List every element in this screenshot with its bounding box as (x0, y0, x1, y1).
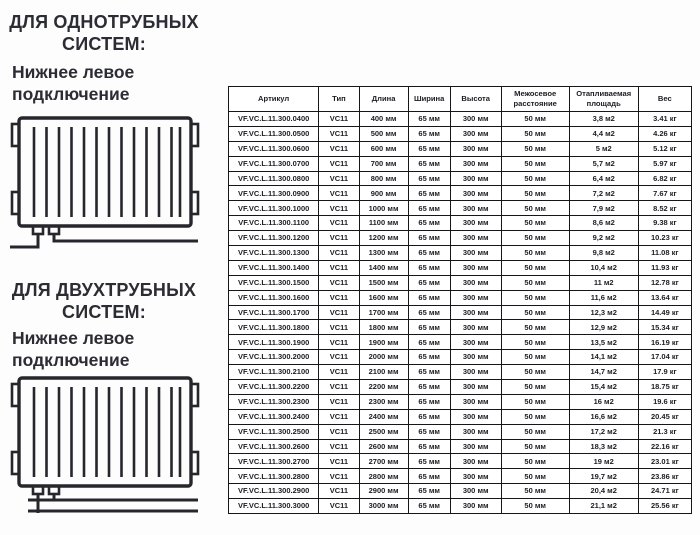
table-cell: 300 мм (450, 499, 501, 514)
table-cell: 1000 мм (359, 201, 408, 216)
table-cell: 23.01 кг (638, 454, 691, 469)
table-cell: 16.19 кг (638, 335, 691, 350)
table-cell: VF.VC.L.11.300.0800 (229, 171, 319, 186)
table-cell: VC11 (319, 126, 359, 141)
table-cell: 65 мм (408, 275, 450, 290)
table-cell: 300 мм (450, 275, 501, 290)
table-cell: VF.VC.L.11.300.2000 (229, 350, 319, 365)
table-cell: VF.VC.L.11.300.2400 (229, 409, 319, 424)
table-cell: 50 мм (501, 439, 569, 454)
table-cell: VC11 (319, 112, 359, 127)
table-cell: VC11 (319, 350, 359, 365)
table-cell: 7,9 м2 (569, 201, 638, 216)
table-cell: 24.71 кг (638, 484, 691, 499)
table-cell: 2100 мм (359, 365, 408, 380)
table-cell: VF.VC.L.11.300.0500 (229, 126, 319, 141)
table-cell: VC11 (319, 201, 359, 216)
two-pipe-connection-label: Нижнее левое подключение (12, 328, 135, 370)
table-row (229, 305, 692, 320)
table-row (229, 365, 692, 380)
table-cell: 50 мм (501, 365, 569, 380)
table-cell: 1300 мм (359, 246, 408, 261)
table-cell: 300 мм (450, 335, 501, 350)
table-cell: 50 мм (501, 380, 569, 395)
table-cell: 400 мм (359, 112, 408, 127)
table-cell: 22.16 кг (638, 439, 691, 454)
left-panel (0, 0, 228, 535)
table-row (229, 216, 692, 231)
table-cell: 300 мм (450, 231, 501, 246)
table-cell: 50 мм (501, 260, 569, 275)
table-cell: VF.VC.L.11.300.1700 (229, 305, 319, 320)
table-cell: 17,2 м2 (569, 424, 638, 439)
table-cell: 50 мм (501, 290, 569, 305)
table-cell: 6.82 кг (638, 171, 691, 186)
table-cell: 65 мм (408, 439, 450, 454)
table-cell: 19 м2 (569, 454, 638, 469)
table-cell: 20,4 м2 (569, 484, 638, 499)
table-cell: 9,2 м2 (569, 231, 638, 246)
table-row (229, 469, 692, 484)
table-cell: 50 мм (501, 469, 569, 484)
table-cell: 17.04 кг (638, 350, 691, 365)
table-cell: 3,8 м2 (569, 112, 638, 127)
table-cell: 1100 мм (359, 216, 408, 231)
table-cell: VF.VC.L.11.300.2900 (229, 484, 319, 499)
table-cell: 11,6 м2 (569, 290, 638, 305)
table-cell: 900 мм (359, 186, 408, 201)
table-cell: 65 мм (408, 424, 450, 439)
table-row (229, 231, 692, 246)
radiator-two-pipe-diagram (8, 372, 206, 527)
table-cell: VC11 (319, 335, 359, 350)
table-cell: 18,3 м2 (569, 439, 638, 454)
table-cell: 2900 мм (359, 484, 408, 499)
table-row (229, 335, 692, 350)
table-cell: 300 мм (450, 484, 501, 499)
table-cell: VF.VC.L.11.300.1600 (229, 290, 319, 305)
table-cell: VF.VC.L.11.300.1900 (229, 335, 319, 350)
table-cell: 23.86 кг (638, 469, 691, 484)
table-cell: VC11 (319, 454, 359, 469)
table-cell: 50 мм (501, 499, 569, 514)
table-cell: 600 мм (359, 141, 408, 156)
table-row (229, 350, 692, 365)
table-cell: 50 мм (501, 246, 569, 261)
table-cell: VC11 (319, 231, 359, 246)
table-cell: 65 мм (408, 156, 450, 171)
table-cell: 300 мм (450, 156, 501, 171)
table-row (229, 484, 692, 499)
table-cell: 300 мм (450, 260, 501, 275)
table-cell: 1700 мм (359, 305, 408, 320)
table-cell: 300 мм (450, 394, 501, 409)
table-cell: VC11 (319, 469, 359, 484)
table-cell: VC11 (319, 216, 359, 231)
table-cell: 65 мм (408, 201, 450, 216)
table-cell: 65 мм (408, 454, 450, 469)
table-row (229, 424, 692, 439)
table-cell: 8.52 кг (638, 201, 691, 216)
table-cell: VC11 (319, 275, 359, 290)
radiator-single-pipe-icon (8, 112, 206, 252)
table-row (229, 439, 692, 454)
table-cell: VC11 (319, 320, 359, 335)
table-cell: 14,1 м2 (569, 350, 638, 365)
table-cell: VF.VC.L.11.300.2300 (229, 394, 319, 409)
table-cell: 300 мм (450, 424, 501, 439)
table-cell: 300 мм (450, 216, 501, 231)
table-cell: 1900 мм (359, 335, 408, 350)
table-cell: 16 м2 (569, 394, 638, 409)
spec-table (228, 86, 692, 514)
table-cell: 15.34 кг (638, 320, 691, 335)
table-header-row (229, 87, 692, 112)
table-cell: 700 мм (359, 156, 408, 171)
table-cell: 65 мм (408, 112, 450, 127)
column-header: Артикул (229, 87, 319, 112)
table-cell: VC11 (319, 439, 359, 454)
table-cell: 65 мм (408, 350, 450, 365)
table-cell: 17.9 кг (638, 365, 691, 380)
table-cell: 65 мм (408, 246, 450, 261)
table-cell: 1600 мм (359, 290, 408, 305)
table-cell: 65 мм (408, 171, 450, 186)
table-cell: 20.45 кг (638, 409, 691, 424)
column-header: Высота (450, 87, 501, 112)
table-cell: VF.VC.L.11.300.3000 (229, 499, 319, 514)
table-cell: 300 мм (450, 186, 501, 201)
table-cell: 65 мм (408, 409, 450, 424)
table-cell: 50 мм (501, 156, 569, 171)
table-cell: VC11 (319, 394, 359, 409)
table-cell: VC11 (319, 380, 359, 395)
radiator-two-pipe-icon (8, 372, 206, 522)
table-row (229, 380, 692, 395)
table-cell: 11.93 кг (638, 260, 691, 275)
table-cell: 19.6 кг (638, 394, 691, 409)
table-cell: 65 мм (408, 335, 450, 350)
table-cell: VF.VC.L.11.300.1800 (229, 320, 319, 335)
table-cell: 50 мм (501, 126, 569, 141)
table-cell: 300 мм (450, 409, 501, 424)
table-row (229, 112, 692, 127)
table-cell: 65 мм (408, 394, 450, 409)
table-cell: 13.64 кг (638, 290, 691, 305)
table-row (229, 290, 692, 305)
table-cell: 300 мм (450, 201, 501, 216)
table-cell: 300 мм (450, 350, 501, 365)
table-cell: 14,7 м2 (569, 365, 638, 380)
table-cell: 2000 мм (359, 350, 408, 365)
table-cell: 19,7 м2 (569, 469, 638, 484)
table-cell: 50 мм (501, 335, 569, 350)
table-row (229, 454, 692, 469)
table-cell: 300 мм (450, 141, 501, 156)
table-cell: 10,4 м2 (569, 260, 638, 275)
table-cell: 2200 мм (359, 380, 408, 395)
table-cell: 65 мм (408, 380, 450, 395)
table-cell: 50 мм (501, 394, 569, 409)
table-cell: 12.78 кг (638, 275, 691, 290)
table-cell: 2400 мм (359, 409, 408, 424)
table-cell: 50 мм (501, 171, 569, 186)
table-cell: VC11 (319, 141, 359, 156)
table-cell: VC11 (319, 305, 359, 320)
column-header: Ширина (408, 87, 450, 112)
table-cell: VF.VC.L.11.300.2800 (229, 469, 319, 484)
table-cell: VC11 (319, 171, 359, 186)
table-row (229, 260, 692, 275)
table-cell: 65 мм (408, 290, 450, 305)
table-cell: VC11 (319, 260, 359, 275)
table-cell: VC11 (319, 499, 359, 514)
table-cell: 50 мм (501, 305, 569, 320)
table-row (229, 201, 692, 216)
table-cell: 300 мм (450, 439, 501, 454)
table-row (229, 126, 692, 141)
table-cell: 50 мм (501, 409, 569, 424)
table-cell: 50 мм (501, 424, 569, 439)
table-cell: 800 мм (359, 171, 408, 186)
table-cell: 16,6 м2 (569, 409, 638, 424)
column-header: Тип (319, 87, 359, 112)
table-cell: 2300 мм (359, 394, 408, 409)
table-cell: 50 мм (501, 231, 569, 246)
table-cell: 6,4 м2 (569, 171, 638, 186)
table-cell: VF.VC.L.11.300.2200 (229, 380, 319, 395)
single-pipe-connection-label: Нижнее левое подключение (12, 62, 135, 104)
column-header: Межосевое расстояние (501, 87, 569, 112)
table-cell: 14.49 кг (638, 305, 691, 320)
table-row (229, 409, 692, 424)
table-row (229, 141, 692, 156)
table-cell: 65 мм (408, 499, 450, 514)
spec-table-body (229, 112, 692, 514)
table-cell: 2500 мм (359, 424, 408, 439)
table-cell: 4.26 кг (638, 126, 691, 141)
table-cell: 65 мм (408, 365, 450, 380)
table-cell: 11.08 кг (638, 246, 691, 261)
table-cell: 1200 мм (359, 231, 408, 246)
table-cell: VC11 (319, 484, 359, 499)
table-cell: VF.VC.L.11.300.0900 (229, 186, 319, 201)
table-cell: 1800 мм (359, 320, 408, 335)
table-cell: 300 мм (450, 320, 501, 335)
table-cell: VF.VC.L.11.300.2700 (229, 454, 319, 469)
table-cell: 25.56 кг (638, 499, 691, 514)
table-cell: 65 мм (408, 141, 450, 156)
table-cell: 65 мм (408, 231, 450, 246)
table-cell: 50 мм (501, 216, 569, 231)
table-cell: 2600 мм (359, 439, 408, 454)
radiator-single-pipe-diagram (8, 112, 206, 257)
table-cell: 50 мм (501, 350, 569, 365)
table-cell: 1500 мм (359, 275, 408, 290)
table-cell: VF.VC.L.11.300.0600 (229, 141, 319, 156)
table-row (229, 394, 692, 409)
table-cell: VC11 (319, 409, 359, 424)
table-cell: 5.97 кг (638, 156, 691, 171)
table-cell: 65 мм (408, 186, 450, 201)
table-cell: 5.12 кг (638, 141, 691, 156)
two-pipe-section-title: ДЛЯ ДВУХТРУБНЫХ СИСТЕМ: (11, 280, 197, 322)
table-cell: VF.VC.L.11.300.1300 (229, 246, 319, 261)
table-cell: 9.38 кг (638, 216, 691, 231)
table-cell: VC11 (319, 365, 359, 380)
table-row (229, 275, 692, 290)
table-cell: VF.VC.L.11.300.2500 (229, 424, 319, 439)
table-cell: VC11 (319, 246, 359, 261)
table-cell: VC11 (319, 290, 359, 305)
table-cell: 300 мм (450, 290, 501, 305)
table-cell: 300 мм (450, 469, 501, 484)
table-cell: VC11 (319, 186, 359, 201)
table-cell: 7,2 м2 (569, 186, 638, 201)
table-cell: 300 мм (450, 305, 501, 320)
table-cell: 65 мм (408, 216, 450, 231)
table-cell: 300 мм (450, 454, 501, 469)
table-cell: VF.VC.L.11.300.1100 (229, 216, 319, 231)
table-cell: 65 мм (408, 469, 450, 484)
table-cell: VF.VC.L.11.300.1400 (229, 260, 319, 275)
table-cell: VF.VC.L.11.300.1200 (229, 231, 319, 246)
table-cell: VF.VC.L.11.300.1500 (229, 275, 319, 290)
table-row (229, 171, 692, 186)
table-cell: 21.3 кг (638, 424, 691, 439)
table-cell: 300 мм (450, 365, 501, 380)
table-cell: 50 мм (501, 275, 569, 290)
table-cell: VF.VC.L.11.300.2600 (229, 439, 319, 454)
table-row (229, 246, 692, 261)
table-cell: 300 мм (450, 246, 501, 261)
table-row (229, 186, 692, 201)
table-cell: 1400 мм (359, 260, 408, 275)
table-cell: VF.VC.L.11.300.1000 (229, 201, 319, 216)
table-cell: 65 мм (408, 305, 450, 320)
table-cell: 50 мм (501, 484, 569, 499)
table-cell: 500 мм (359, 126, 408, 141)
single-pipe-section-title: ДЛЯ ОДНОТРУБНЫХ СИСТЕМ: (9, 12, 199, 54)
table-cell: 12,3 м2 (569, 305, 638, 320)
table-cell: 65 мм (408, 320, 450, 335)
table-cell: 2700 мм (359, 454, 408, 469)
table-cell: 5,7 м2 (569, 156, 638, 171)
table-cell: 8,6 м2 (569, 216, 638, 231)
table-cell: 3.41 кг (638, 112, 691, 127)
table-cell: 65 мм (408, 126, 450, 141)
table-cell: 10.23 кг (638, 231, 691, 246)
table-row (229, 320, 692, 335)
table-cell: 15,4 м2 (569, 380, 638, 395)
table-cell: 300 мм (450, 112, 501, 127)
table-cell: 50 мм (501, 186, 569, 201)
table-cell: 9,8 м2 (569, 246, 638, 261)
table-cell: 50 мм (501, 112, 569, 127)
column-header: Длина (359, 87, 408, 112)
table-cell: 13,5 м2 (569, 335, 638, 350)
table-row (229, 156, 692, 171)
table-cell: 300 мм (450, 171, 501, 186)
table-cell: 300 мм (450, 380, 501, 395)
table-cell: 5 м2 (569, 141, 638, 156)
table-cell: VF.VC.L.11.300.0400 (229, 112, 319, 127)
table-cell: 11 м2 (569, 275, 638, 290)
table-cell: 18.75 кг (638, 380, 691, 395)
table-cell: 21,1 м2 (569, 499, 638, 514)
table-cell: 50 мм (501, 201, 569, 216)
table-cell: 3000 мм (359, 499, 408, 514)
table-cell: 12,9 м2 (569, 320, 638, 335)
table-cell: 4,4 м2 (569, 126, 638, 141)
table-cell: 2800 мм (359, 469, 408, 484)
table-cell: 7.67 кг (638, 186, 691, 201)
table-cell: 50 мм (501, 454, 569, 469)
table-cell: 50 мм (501, 320, 569, 335)
column-header: Вес (638, 87, 691, 112)
table-cell: 65 мм (408, 484, 450, 499)
table-cell: VF.VC.L.11.300.2100 (229, 365, 319, 380)
column-header: Отапливаемая площадь (569, 87, 638, 112)
table-cell: VF.VC.L.11.300.0700 (229, 156, 319, 171)
table-cell: 65 мм (408, 260, 450, 275)
table-row (229, 499, 692, 514)
table-cell: VC11 (319, 156, 359, 171)
table-cell: 300 мм (450, 126, 501, 141)
table-cell: VC11 (319, 424, 359, 439)
table-cell: 50 мм (501, 141, 569, 156)
